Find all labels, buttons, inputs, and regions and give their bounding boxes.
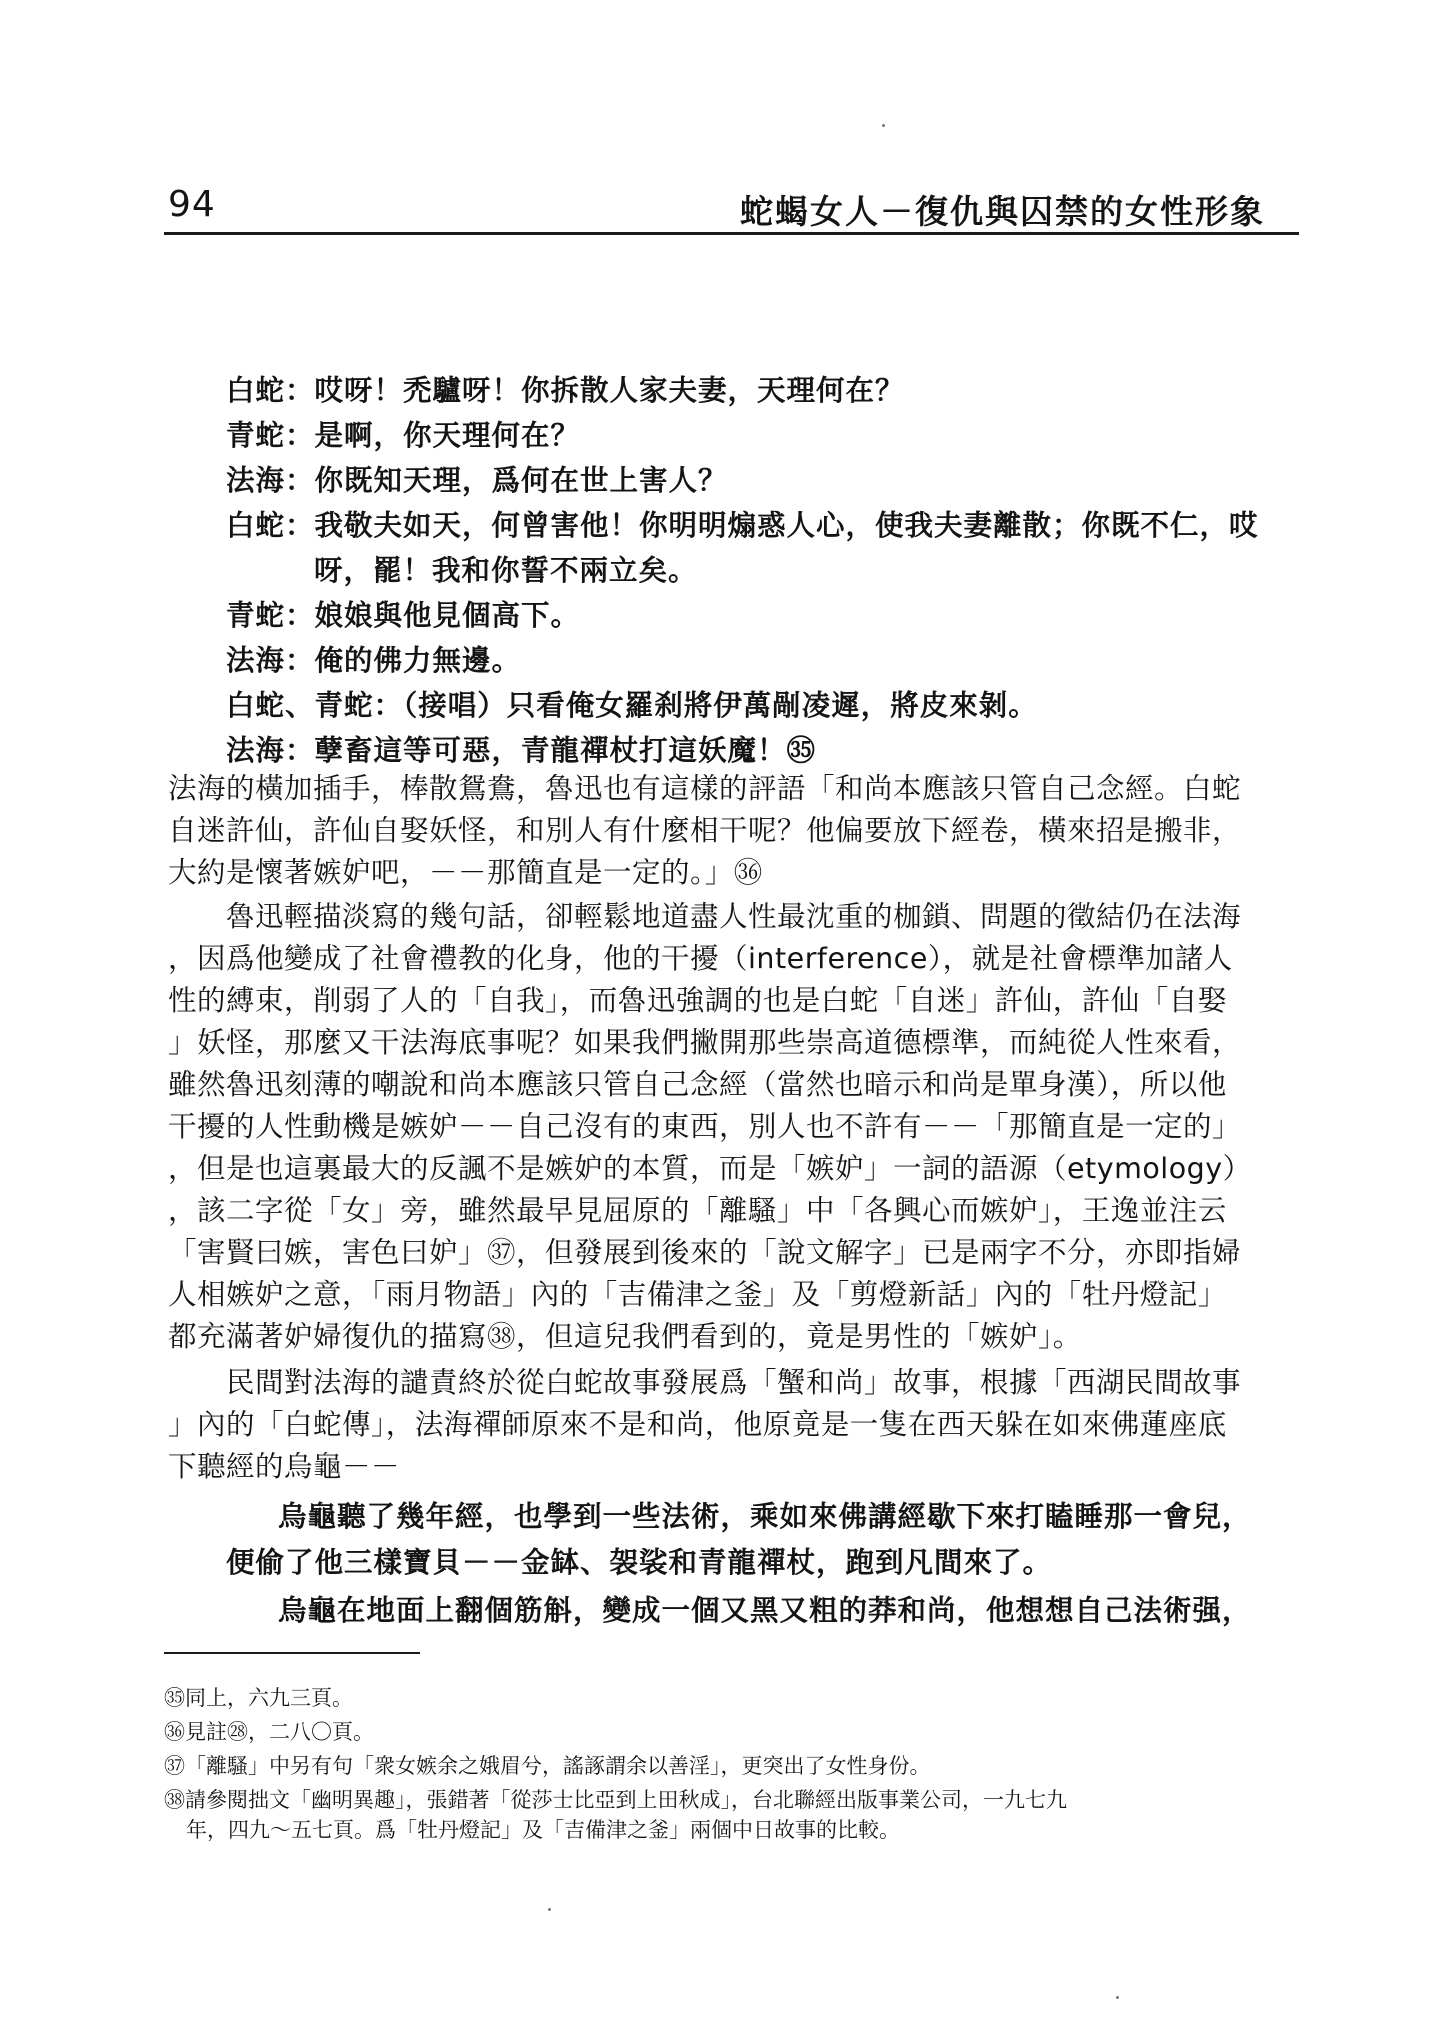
body-line: 干擾的人性動機是嫉妒－－自己沒有的東西，別人也不許有－－「那簡直是一定的」	[168, 1110, 1242, 1143]
body-line: ，但是也這裏最大的反諷不是嫉妒的本質，而是「嫉妒」一詞的語源（etymology）	[168, 1152, 1252, 1185]
scan-speck	[548, 1908, 551, 1911]
body-line: ，該二字從「女」旁，雖然最早見屈原的「離騷」中「各興心而嫉妒」，王逸並注云	[168, 1194, 1227, 1227]
body-line: 人相嫉妒之意，「雨月物語」內的「吉備津之釜」及「剪燈新話」內的「牡丹燈記」	[168, 1278, 1227, 1311]
body-line: ，因爲他變成了社會禮教的化身，他的干擾（interference），就是社會標準加諸人	[168, 942, 1233, 975]
body-line: 大約是懷著嫉妒吧，－－那簡直是一定的。」㊱	[168, 856, 763, 889]
quote-line: 烏龜聽了幾年經，也學到一些法術，乘如來佛講經歇下來打瞌睡那一會兒，	[278, 1500, 1252, 1533]
dialogue-line: 法海：俺的佛力無邊。	[226, 644, 522, 677]
body-line: 自迷許仙，許仙自娶妖怪，和別人有什麼相干呢？他偏要放下經卷，橫來招是搬非，	[168, 814, 1242, 847]
dialogue-line: 白蛇：哎呀！禿驢呀！你拆散人家夫妻，天理何在？	[226, 374, 905, 407]
page-number: 94	[168, 184, 216, 225]
dialogue-line: 白蛇、青蛇：（接唱）只看俺女羅刹將伊萬剮凌遲，將皮來剝。	[226, 689, 1038, 722]
body-line: 民間對法海的譴責終於從白蛇故事發展爲「蟹和尚」故事，根據「西湖民間故事	[226, 1366, 1242, 1399]
body-line: 法海的橫加插手，棒散鴛鴦，魯迅也有這樣的評語「和尚本應該只管自己念經。白蛇	[168, 772, 1242, 805]
dialogue-line: 青蛇：娘娘與他見個高下。	[226, 599, 581, 632]
footnote: ㉟同上，六九三頁。	[164, 1686, 353, 1710]
body-line: 都充滿著妒婦復仇的描寫㊳，但這兒我們看到的，竟是男性的「嫉妒」。	[168, 1320, 1082, 1353]
quote-line: 烏龜在地面上翻個筋斛，變成一個又黑又粗的莽和尚，他想想自己法術强，	[278, 1594, 1252, 1627]
header-rule	[164, 232, 1299, 235]
dialogue-line: 法海：孽畜這等可惡，青龍禪杖打這妖魔！㉟	[226, 734, 817, 767]
dialogue-line: 呀，罷！我和你誓不兩立矣。	[314, 554, 698, 587]
footnote-continuation: 年，四九～五七頁。爲「牡丹燈記」及「吉備津之釜」兩個中日故事的比較。	[186, 1818, 900, 1842]
footnote-rule	[164, 1652, 420, 1654]
footnote: ㊳請參閱拙文「幽明異趣」，張錯著「從莎士比亞到上田秋成」，台北聯經出版事業公司，一九七九	[164, 1788, 1067, 1812]
scan-speck	[1116, 1996, 1119, 1999]
footnote: ㊱見註㉘，二八〇頁。	[164, 1720, 374, 1744]
body-line: 魯迅輕描淡寫的幾句話，卻輕鬆地道盡人性最沈重的枷鎖、問題的徵結仍在法海	[226, 900, 1242, 933]
footnote: ㊲「離騷」中另有句「衆女嫉余之娥眉兮，謠諑謂余以善淫」，更突出了女性身份。	[164, 1754, 931, 1778]
dialogue-line: 法海：你既知天理，爲何在世上害人？	[226, 464, 728, 497]
scan-speck	[882, 124, 885, 127]
body-line: 」內的「白蛇傳」，法海禪師原來不是和尚，他原竟是一隻在西天躲在如來佛蓮座底	[168, 1408, 1227, 1441]
body-line: 」妖怪，那麼又干法海底事呢？如果我們撇開那些崇高道德標準，而純從人性來看，	[168, 1026, 1242, 1059]
body-line: 下聽經的烏龜－－	[168, 1450, 401, 1483]
dialogue-line: 白蛇：我敬夫如天，何曾害他！你明明煽惑人心，使我夫妻離散；你既不仁，哎	[226, 509, 1259, 542]
running-title: 蛇蝎女人－復仇與囚禁的女性形象	[740, 192, 1265, 231]
body-line: 性的縛束，削弱了人的「自我」，而魯迅強調的也是白蛇「自迷」許仙，許仙「自娶	[168, 984, 1227, 1017]
quote-line: 便偷了他三樣寶貝－－金缽、袈裟和青龍禪杖，跑到凡間來了。	[226, 1546, 1053, 1579]
body-line: 「害賢曰嫉，害色曰妒」㊲，但發展到後來的「說文解字」已是兩字不分，亦即指婦	[168, 1236, 1242, 1269]
dialogue-line: 青蛇：是啊，你天理何在？	[226, 419, 581, 452]
body-line: 雖然魯迅刻薄的嘲說和尚本應該只管自己念經（當然也暗示和尚是單身漢），所以他	[168, 1068, 1227, 1101]
